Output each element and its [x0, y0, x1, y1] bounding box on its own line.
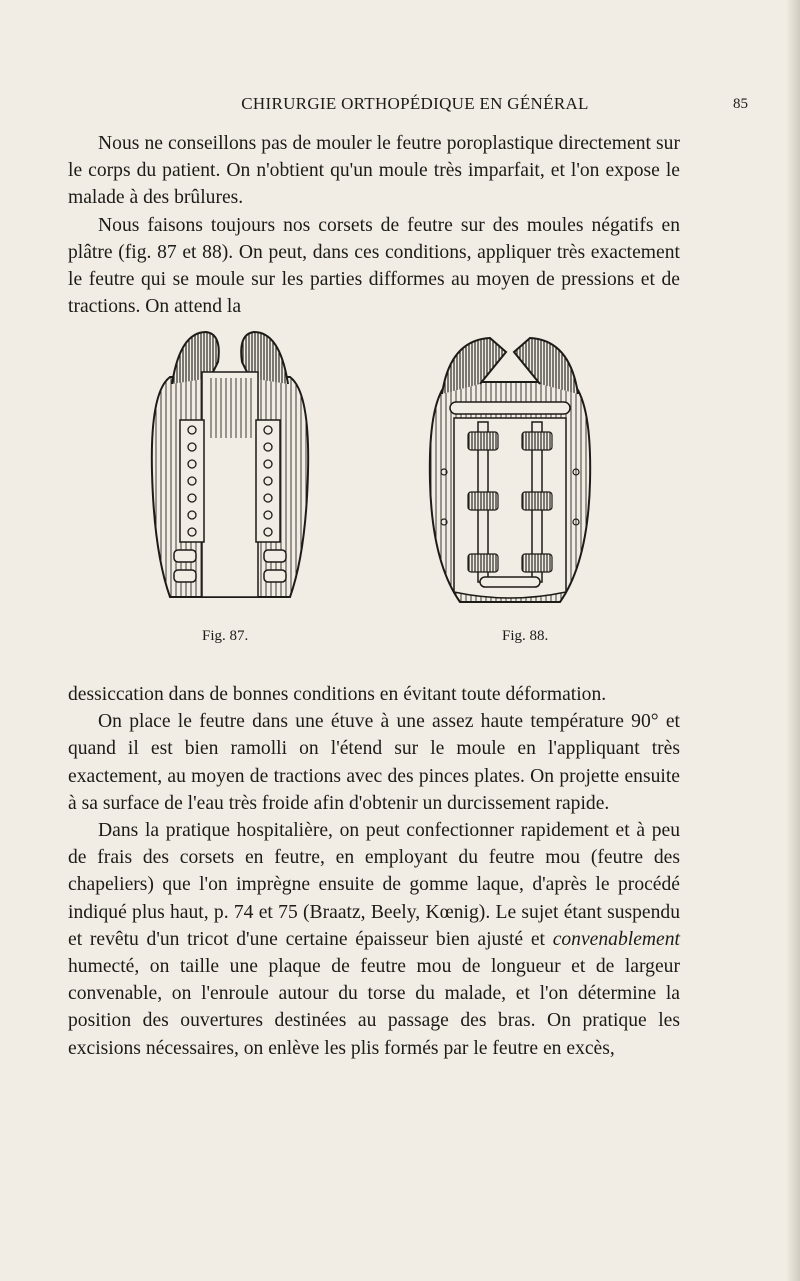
figure-88	[420, 322, 600, 612]
running-title: CHIRURGIE ORTHOPÉDIQUE EN GÉNÉRAL	[241, 94, 589, 113]
italic-word: convenablement	[552, 928, 680, 950]
text-block-top	[68, 130, 680, 320]
corset-front-laced-illustration	[140, 322, 320, 612]
figures-area	[120, 322, 640, 652]
text-block-bottom	[68, 681, 680, 1062]
paragraph-text: Dans la pratique hospitalière, on peut confectionner rapidement et à peu de frais des corsets en feutre, en employant du feutre mou (feutre des chapeliers) que l'on imprègne ensuite de gomme laque, d'après le procédé indiqué plus haut, p. 74 et 75 (Braatz, Beely, Kœnig). Le sujet étant suspendu et revêtu d'un tricot d'une certaine épaisseur bien ajusté et	[68, 820, 680, 950]
paragraph-text: humecté, on taille une plaque de feutre mou de longueur et de largeur convenable, on l'enroule autour du torse du malade, et l'on détermine la position des ouvertures destinées au passage des bras. On pratique les excisions nécessaires, on enlève les plis formés par le feutre en excès,	[68, 956, 680, 1059]
figure-87-caption: Fig. 87.	[202, 628, 249, 644]
page-number: 85	[733, 96, 748, 112]
scan-edge-shadow	[786, 0, 800, 1281]
paragraph: Nous faisons toujours nos corsets de feutre sur des moules négatifs en plâtre (fig. 87 et 88). On peut, dans ces conditions, appliquer très exactement le feutre qui se moule sur les parties difformes au moyen de pressions et de tractions. On attend la	[68, 214, 680, 318]
paragraph: Nous ne conseillons pas de mouler le feutre poroplastique directement sur le corps du patient. On n'obtient qu'un moule très imparfait, et l'on expose le malade à des brûlures.	[68, 133, 680, 209]
running-header	[70, 94, 760, 120]
figure-88-caption: Fig. 88.	[502, 628, 549, 644]
figure-87	[140, 322, 320, 612]
paragraph: dessiccation dans de bonnes conditions en évitant toute déformation.	[68, 684, 607, 705]
paragraph	[68, 817, 680, 1062]
paragraph: On place le feutre dans une étuve à une assez haute température 90° et quand il est bien ramolli on l'étend sur le moule en l'appliquant très exactement, au moyen de tractions avec des pinces plates. On projette ensuite à sa surface de l'eau très froide afin d'obtenir un durcissement rapide.	[68, 711, 680, 814]
corset-back-buckled-illustration	[420, 322, 600, 612]
